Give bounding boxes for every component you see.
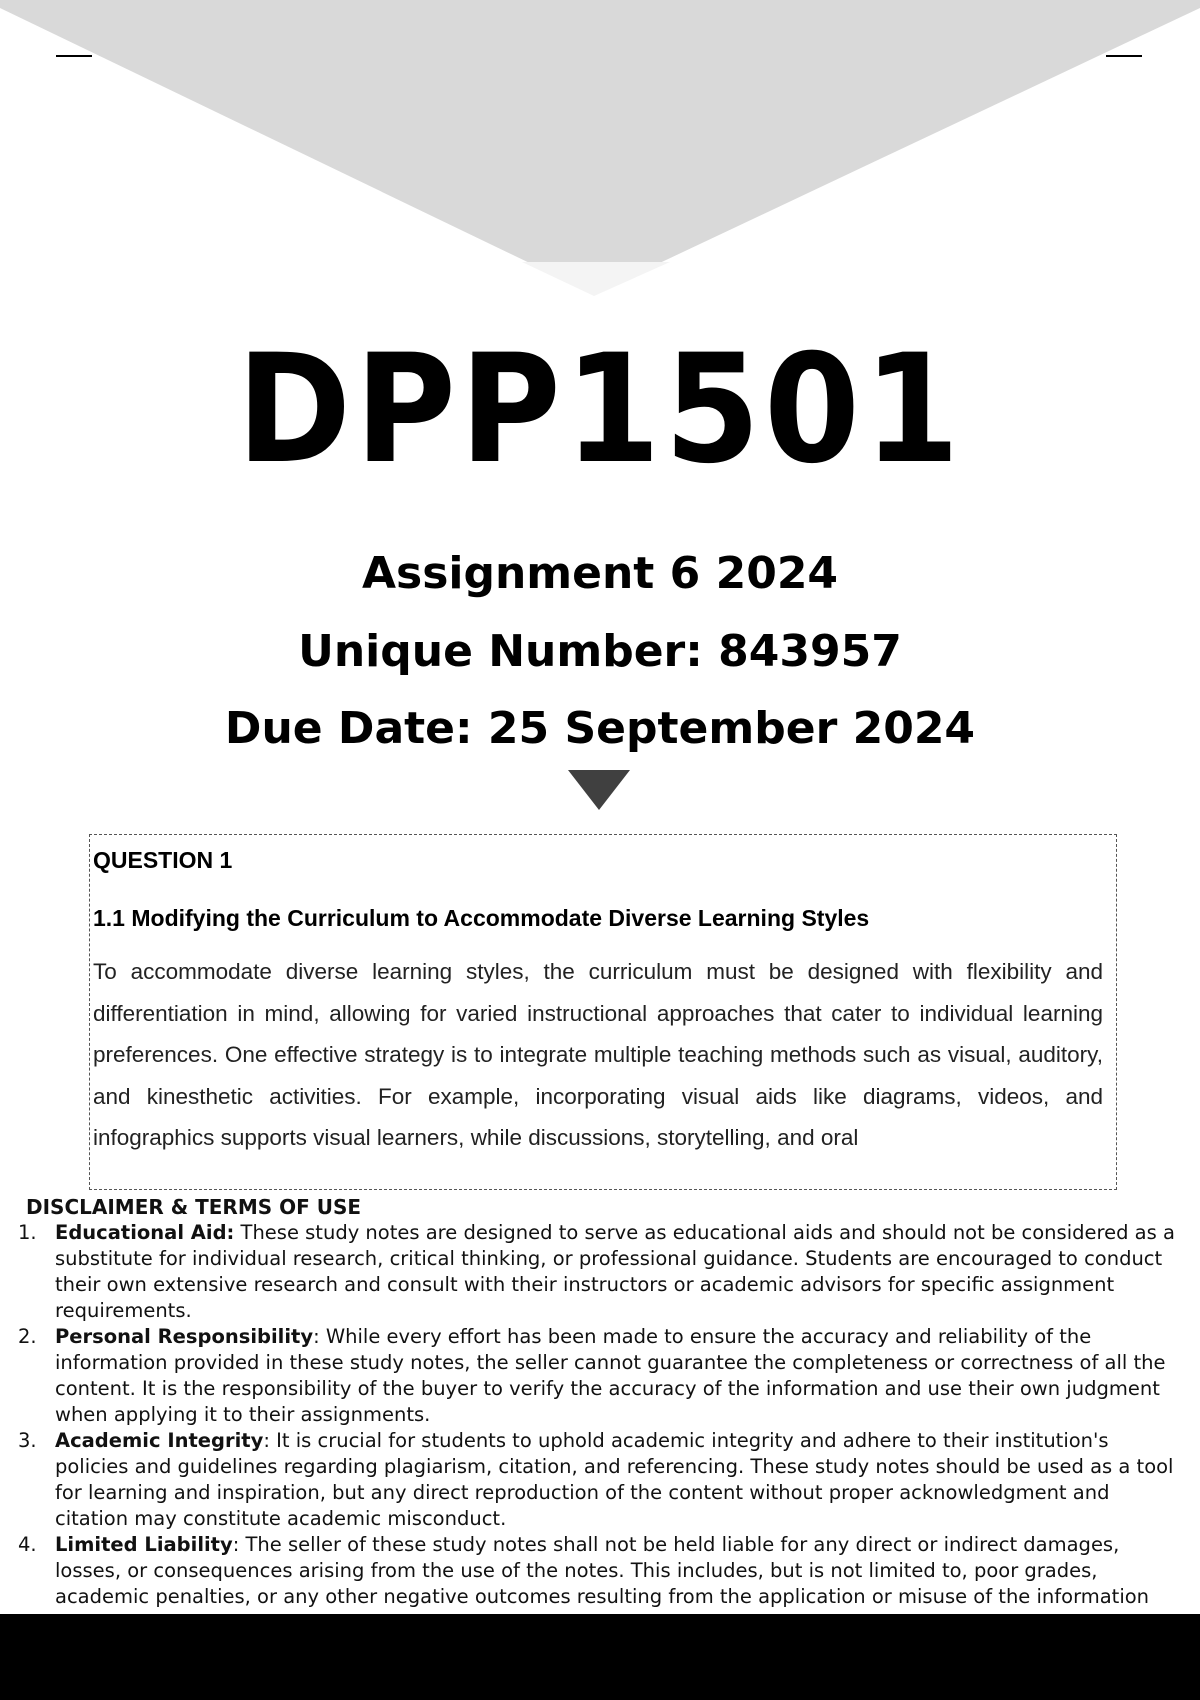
question-preview-box [89, 834, 1117, 1190]
corner-rule-right [1106, 55, 1142, 57]
item-number: 3. [18, 1429, 37, 1452]
assignment-title: Assignment 6 2024 [361, 548, 839, 599]
triangle-down-icon [568, 770, 630, 810]
disclaimer-section [16, 1194, 1188, 1610]
header-chevron-banner [0, 0, 1200, 300]
item-text: These study notes are designed to serve as educational aids and should not be considered as a substitute for individual research, critical thinking, or professional guidance. Students are encouraged to conduct their own extensive research and consult with their instructors or academic advisors for specific assignment requirements. [55, 1221, 1175, 1322]
question-title: QUESTION 1 [93, 847, 233, 873]
disclaimer-item [16, 1220, 1188, 1324]
item-text: : While every effort has been made to ensure the accuracy and reliability of the information provided in these study notes, the seller cannot guarantee the completeness or correctness of all the content. It is the responsibility of the buyer to verify the accuracy of the information and use their own judgment when applying it to their assignments. [55, 1325, 1166, 1426]
item-number: 4. [18, 1533, 37, 1556]
item-heading: Academic Integrity [55, 1429, 264, 1452]
item-number: 2. [18, 1325, 37, 1348]
unique-number: Unique Number: 843957 [298, 626, 902, 677]
question-subtitle: 1.1 Modifying the Curriculum to Accommodate Diverse Learning Styles [93, 905, 870, 931]
banner-notch-shape [522, 262, 670, 296]
item-heading: Personal Responsibility [55, 1325, 314, 1348]
banner-chevron-shape [0, 0, 1200, 294]
due-date: Due Date: 25 September 2024 [224, 703, 976, 754]
footer-bar [0, 1614, 1200, 1700]
disclaimer-list [16, 1220, 1188, 1610]
item-heading: Educational Aid: [55, 1221, 235, 1244]
disclaimer-title: DISCLAIMER & TERMS OF USE [26, 1195, 362, 1219]
course-code-title: DPP1501 [236, 323, 964, 497]
item-text: : The seller of these study notes shall not be held liable for any direct or indirect damages, losses, or consequences arising from the use of the notes. This includes, but is not limited to, poor grades, academic penalties, or any other negative outcomes resulting from the application or misuse of the information [55, 1533, 1150, 1608]
item-text: : It is crucial for students to uphold academic integrity and adhere to their institution's policies and guidelines regarding plagiarism, citation, and referencing. These study notes should be used as a tool for learning and inspiration, but any direct reproduction of the content without proper acknowledgment and citation may constitute academic misconduct. [55, 1429, 1174, 1530]
disclaimer-item [16, 1532, 1188, 1610]
corner-rule-left [56, 55, 92, 57]
item-number: 1. [18, 1221, 37, 1244]
disclaimer-item [16, 1428, 1188, 1532]
item-heading: Limited Liability [55, 1533, 233, 1556]
question-body-text: To accommodate diverse learning styles, the curriculum must be designed with flexibility and differentiation in mind, allowing for varied instructional approaches that cater to individual learning preferences. One effective strategy is to integrate multiple teaching methods such as visual, auditory, and kinesthetic activities. For example, incorporating visual aids like diagrams, videos, and infographics supports visual learners, while discussions, storytelling, and oral [93, 959, 1103, 1150]
disclaimer-item [16, 1324, 1188, 1428]
